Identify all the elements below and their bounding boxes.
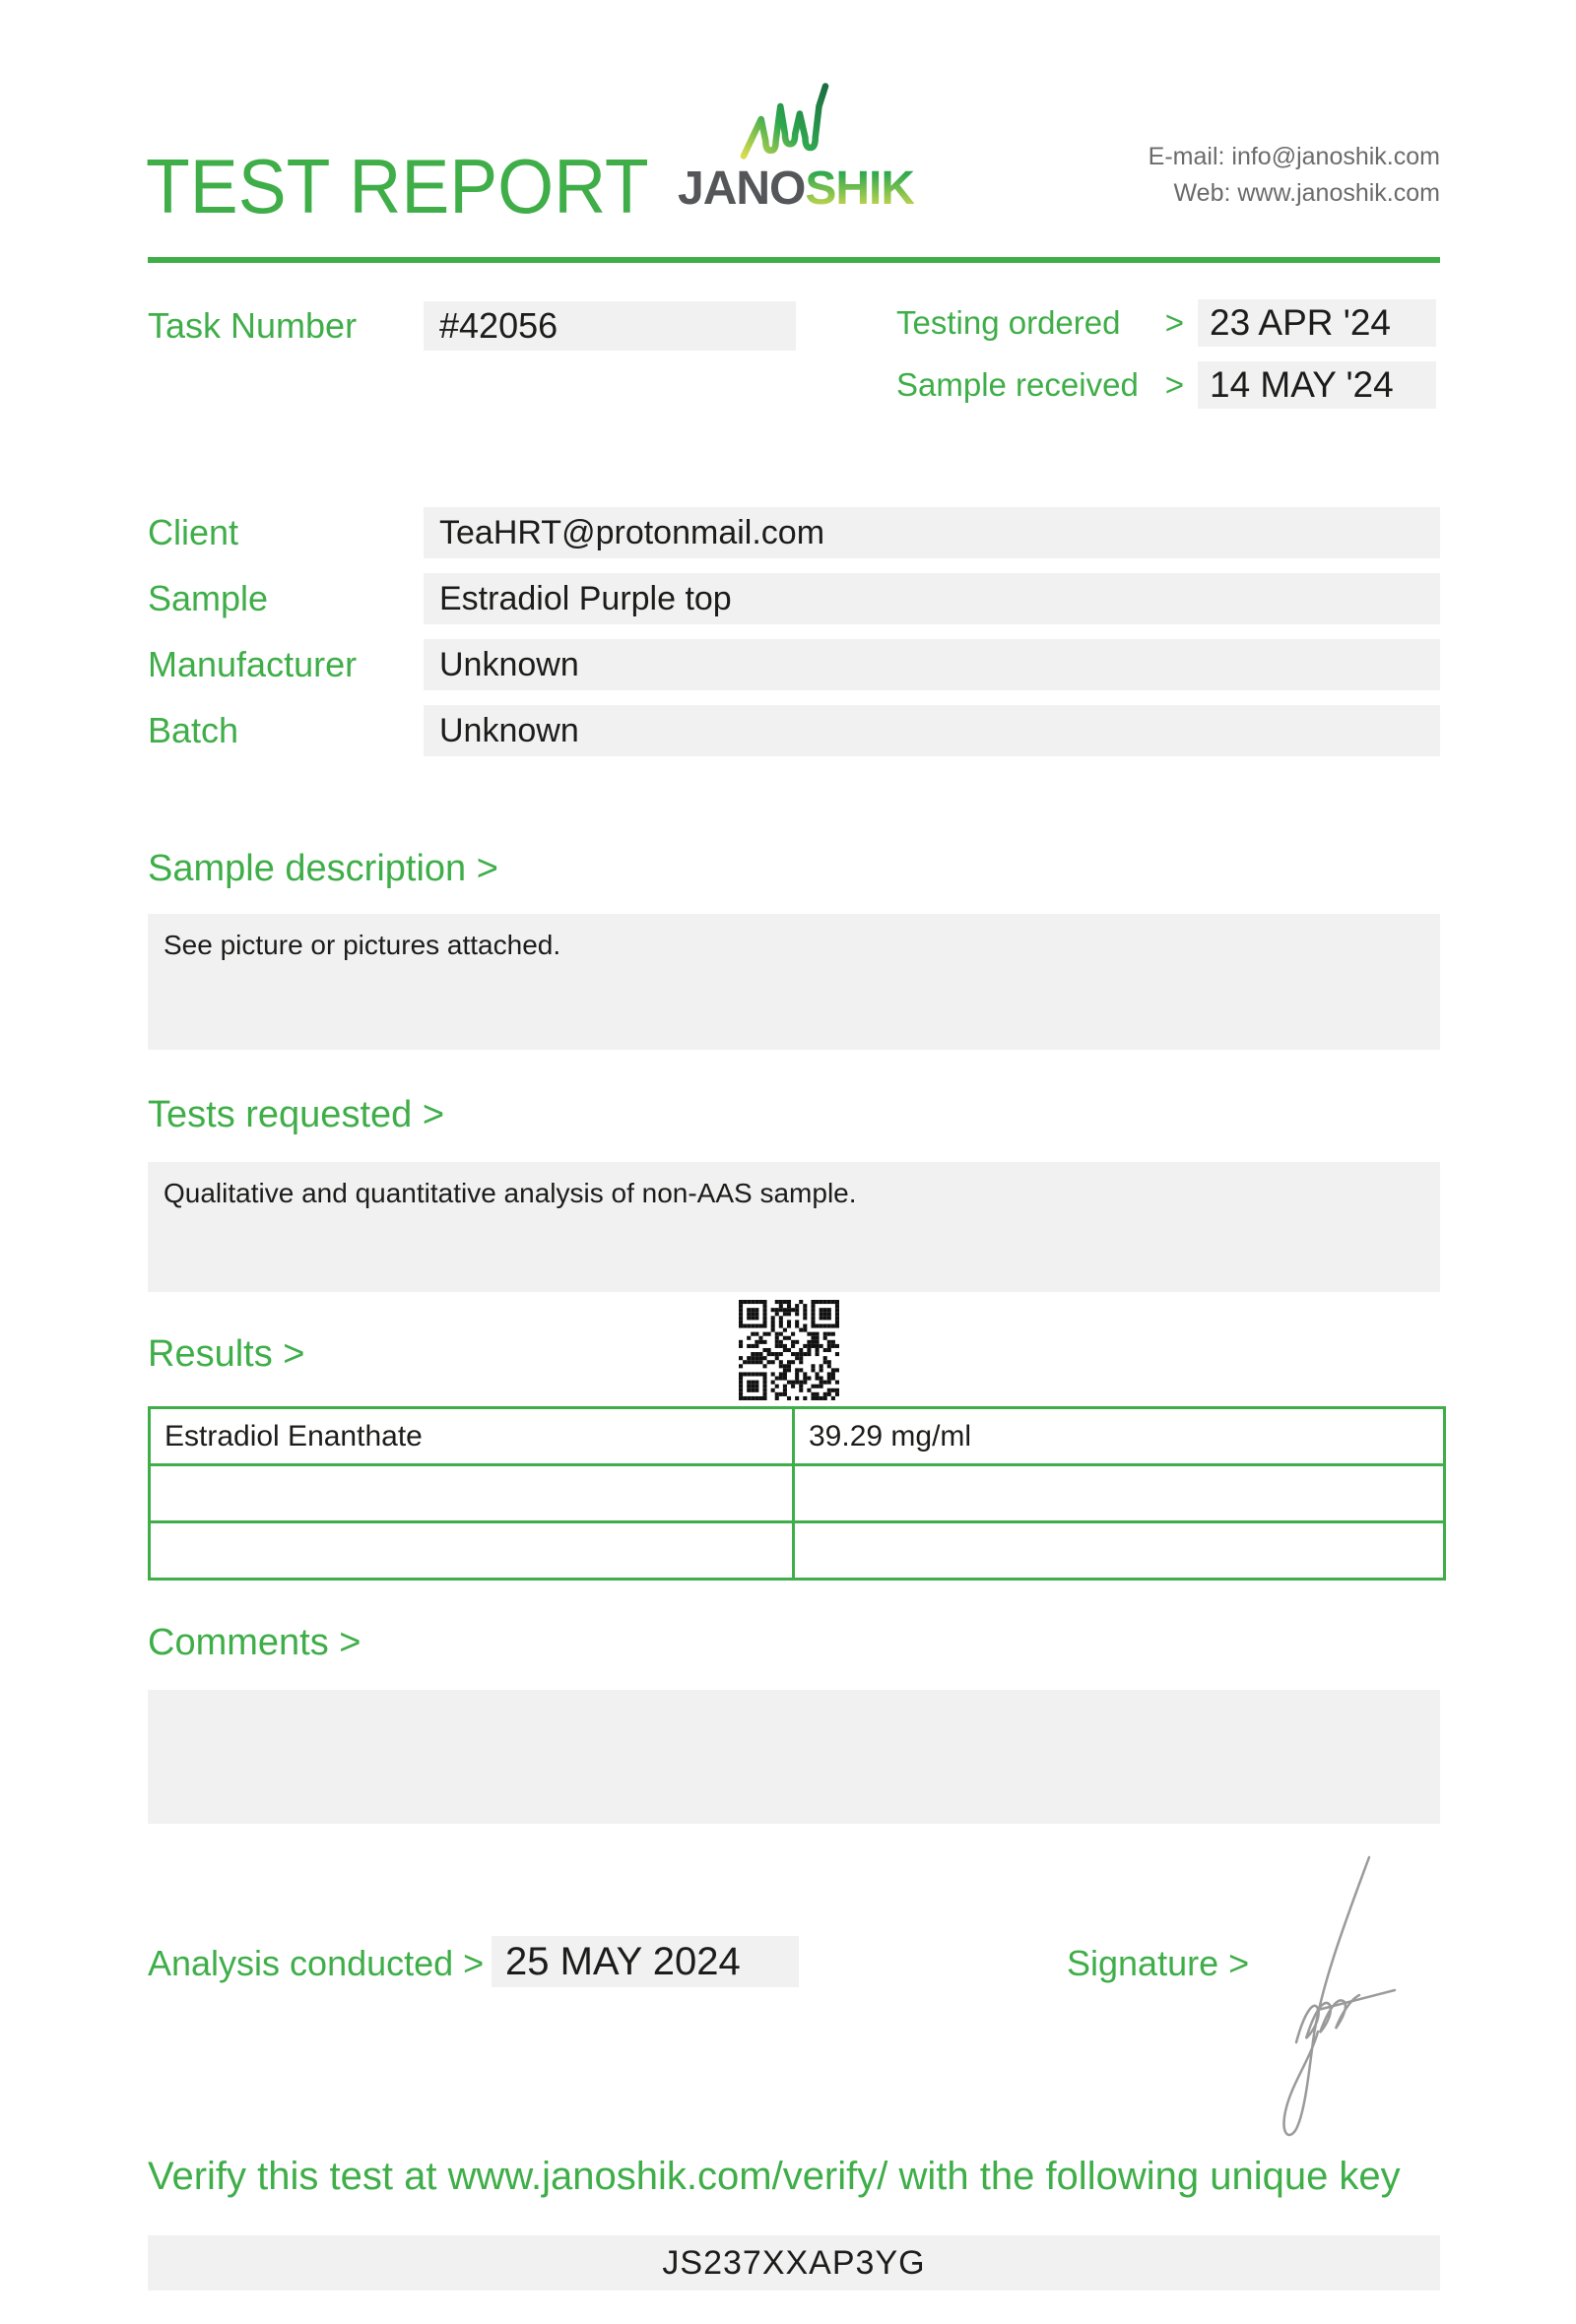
sample-description-heading: Sample description > [148,848,498,889]
result-value: 39.29 mg/ml [809,1420,972,1452]
batch-label: Batch [148,710,239,750]
manufacturer-value: Unknown [424,639,1440,690]
results-row [151,1409,1443,1463]
tests-requested-heading: Tests requested > [148,1094,445,1135]
result-value [795,1466,1443,1520]
comments-heading: Comments > [148,1622,361,1663]
trend-chart-icon [737,79,831,161]
task-number-label: Task Number [148,305,358,346]
verify-instruction: Verify this test at www.janoshik.com/verify/ with the following unique key [148,2155,1401,2198]
sample-received-row [896,361,1436,409]
results-heading: Results > [148,1333,305,1375]
contact-web: Web: www.janoshik.com [1173,179,1440,207]
info-row-manufacturer [148,639,1440,690]
handwritten-signature [1259,1849,1421,2140]
sample-received-value: 14 MAY '24 [1198,361,1436,409]
result-analyte [151,1523,795,1578]
qr-code-icon [739,1300,839,1400]
contact-block [1149,139,1440,212]
analysis-date-value: 25 MAY 2024 [492,1936,799,1987]
testing-ordered-row [896,299,1436,347]
client-value: TeaHRT@protonmail.com [424,507,1440,558]
tests-requested-text: Qualitative and quantitative analysis of non-AAS sample. [164,1178,857,1208]
logo-wordmark [678,162,915,215]
client-label: Client [148,512,239,552]
info-row-sample [148,573,1440,624]
analysis-conducted-label: Analysis conducted > [148,1943,485,1983]
info-row-batch [148,705,1440,756]
result-value [795,1523,1443,1578]
signature-label: Signature > [1067,1943,1250,1983]
contact-email: E-mail: info@janoshik.com [1148,143,1440,170]
unique-key-value: JS237XXAP3YG [148,2235,1440,2291]
logo-shik: SHIK [805,162,915,215]
arrow-glyph: > [1164,304,1184,341]
result-analyte: Estradiol Enanthate [151,1409,795,1463]
page-title: TEST REPORT [146,143,649,229]
comments-box [148,1690,1440,1824]
result-analyte [151,1466,795,1520]
sample-description-text: See picture or pictures attached. [164,930,561,960]
sample-label: Sample [148,578,269,618]
task-number-value: #42056 [424,301,796,351]
testing-ordered-value: 23 APR '24 [1198,299,1436,347]
info-fields [148,507,1440,771]
tests-requested-box [148,1162,1440,1292]
dates-block [896,299,1436,423]
batch-value: Unknown [424,705,1440,756]
testing-ordered-label: Testing ordered [896,304,1121,341]
sample-description-box [148,914,1440,1050]
sample-received-label: Sample received [896,366,1139,403]
results-row [151,1520,1443,1578]
manufacturer-label: Manufacturer [148,644,358,684]
info-row-client [148,507,1440,558]
sample-value: Estradiol Purple top [424,573,1440,624]
logo-jano: JANO [678,162,806,215]
results-table [148,1406,1446,1581]
header-divider [148,257,1440,263]
results-row [151,1463,1443,1520]
arrow-glyph: > [1164,366,1184,403]
